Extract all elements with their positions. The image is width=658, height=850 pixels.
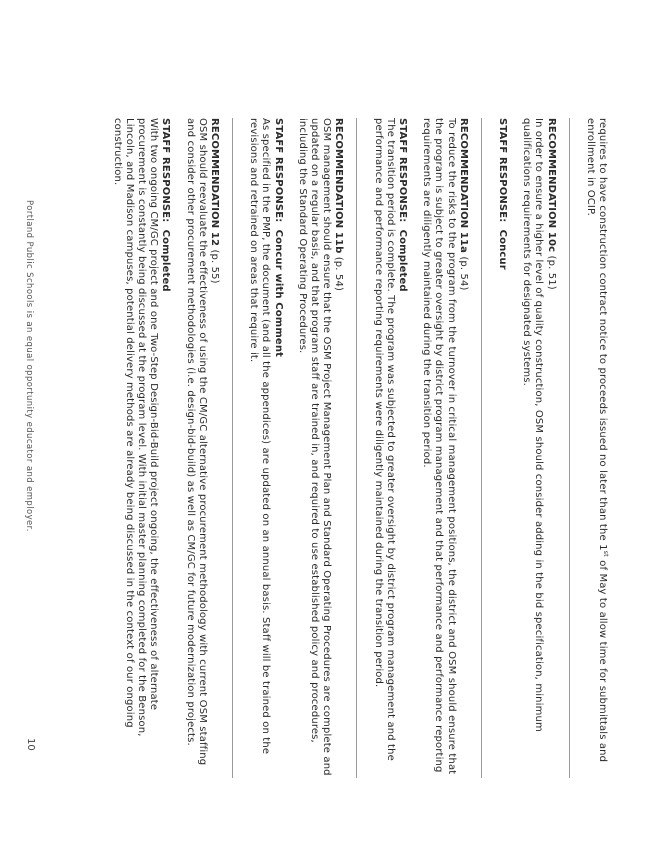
rec-11b-heading: RECOMMENDATION 11b (p. 54) [333,118,345,292]
rec-10c-body: In order to ensure a higher level of quality construction, OSM should consider adding in the bid specification, minimum qualifications requirements for designated systems. [521,118,545,732]
intro-text: requires to have construction contract notice to proceeds issued no later than the 1 [597,118,608,551]
page-number: 10 [25,738,36,751]
document-body [110,118,612,778]
status-label: Completed [160,229,172,292]
section-divider [569,118,570,778]
rec-10c-heading: RECOMMENDATION 10c (p. 51) [545,118,557,290]
section-divider [232,118,233,778]
status-label: Concur [496,229,508,270]
section-divider [356,118,357,778]
section-divider [481,118,482,778]
status-label: Completed [396,229,408,292]
rec-11b-body: OSM management should ensure that the OSM Project Management Plan and Standard Operating Procedures are complete and updated on a regular basis, and that program staff are trained in, and required to use established policy and procedures, including the Standard Operating Procedures. [296,118,333,776]
status-label: Concur with Comment [272,229,284,358]
intro-paragraph [584,118,612,778]
resp-11b-heading: STAFF RESPONSE: Concur with Comment [272,118,284,358]
rec-11a-heading: RECOMMENDATION 11a (p. 54) [457,118,469,291]
page-footer: Portland Public Schools is an equal opportunity educator and employer. [24,200,34,532]
rec-11a-body: To reduce the risks to the program from the turnover in critical management positions, the district and OSM should ensure that the program is subject to greater oversight by district program management and that performance and performance reporting requirements are diligently maintained during the transition period. [421,118,457,775]
resp-12-body: With two ongoing CM/GC project and one Two-Step Design-Bid-Build project ongoing, the effectiveness of alternate procurement is constantly being discussed at the program level. With initial master planning completed for the Benson, Lincoln, and Madison campuses, potential delivery methods are already being discussed in the context of our ongoing construction. [111,118,160,737]
resp-12-heading: STAFF RESPONSE: Completed [160,118,172,292]
intro-superscript: st [602,550,610,557]
resp-11b-body: As specified in the PMP, the document (and all the appendices) are updated on an annual basis. Staff will be trained on the revisions and retrained on areas that require it. [248,118,272,755]
intro-text-end: of May to allow time for submittals and enrollment in OCIP. [584,118,608,763]
resp-11a-heading: STAFF RESPONSE: Completed [396,118,408,292]
rec-12-heading: RECOMMENDATION 12 (p. 55) [208,118,220,284]
resp-11a-body: The transition period is complete. The program was subjected to greater oversight by district program management and the performance and performance reporting requirements were diligently maintained during the transition period. [372,118,396,761]
resp-10c-heading: STAFF RESPONSE: Concur [496,118,508,270]
rec-12-body: OSM should reevaluate the effectiveness of using the CM/GC alternative procurement methodology with current OSM staffing and consider other procurement methodologies (i.e. design-bid-build) as well as CM/GC for future modernization projects. [184,118,208,766]
